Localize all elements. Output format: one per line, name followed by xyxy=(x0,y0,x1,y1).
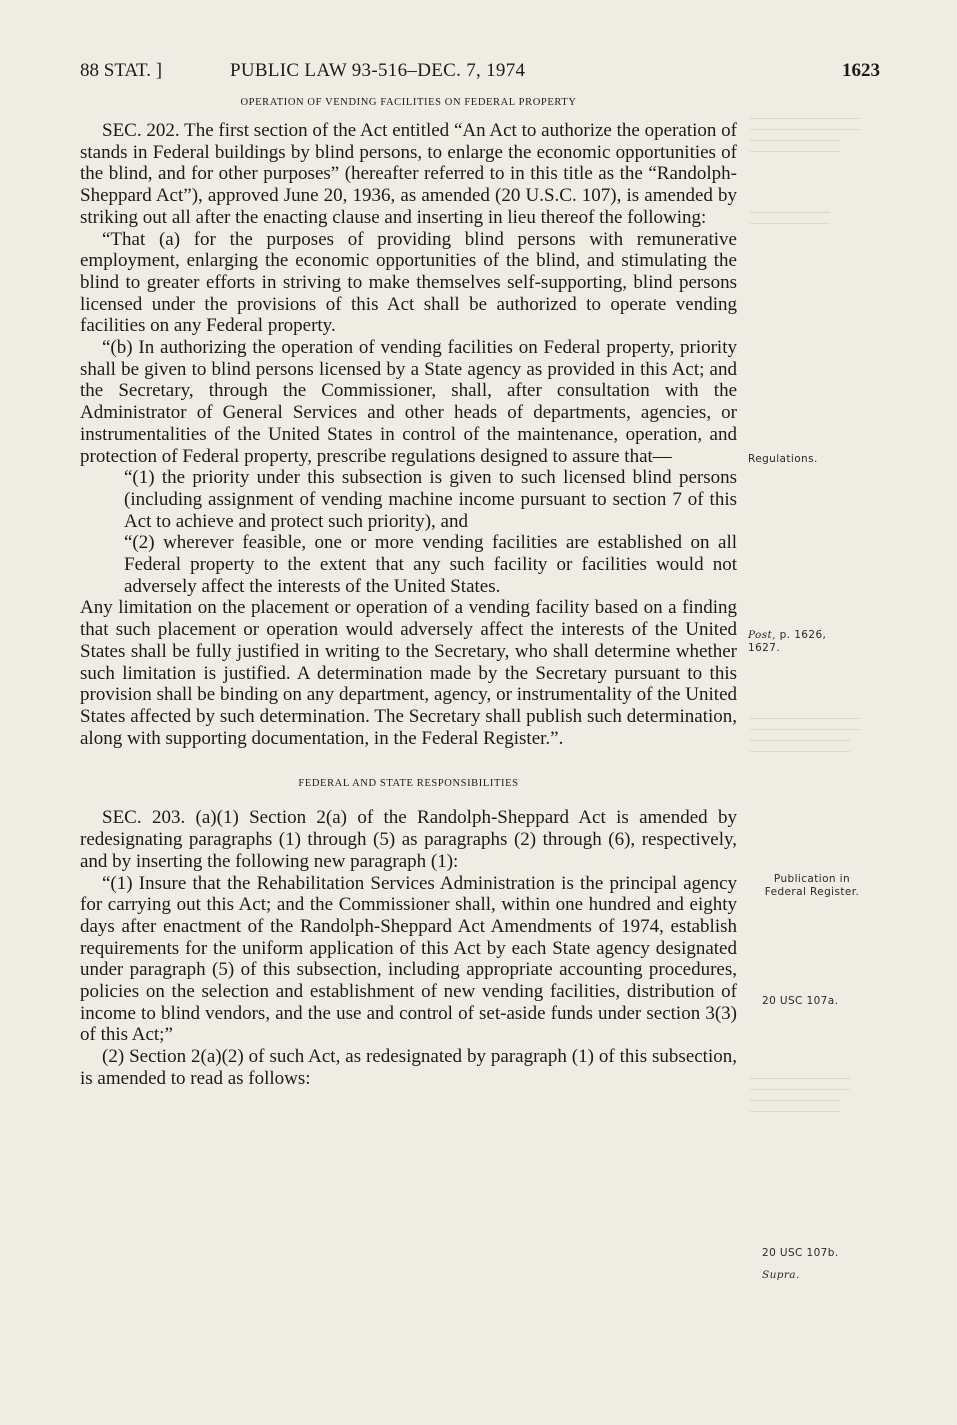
statute-citation: 88 STAT. ] xyxy=(80,60,163,81)
page-header xyxy=(80,60,880,84)
section-203-intro xyxy=(80,807,737,872)
margin-note-supra xyxy=(762,1269,902,1282)
section-202-intro xyxy=(80,120,737,229)
publication-line-2: Federal Register. xyxy=(764,886,860,898)
post-reference-cont: 1627. xyxy=(748,642,781,654)
item-1: “(1) the priority under this subsection is given to such licensed blind persons (including assignment of vending machine income pursuant to section 7 of this Act to achieve and protect such priority), and xyxy=(124,467,737,532)
law-title: PUBLIC LAW 93-516–DEC. 7, 1974 xyxy=(230,60,526,81)
paragraph-b: “(b) In authorizing the operation of vending facilities on Federal property, priority shall be given to blind persons licensed by a State agency as provided in this Act; and the Secretary, through the Commissioner, shall, after consultation with the Administrator of General Services and other heads of departments, agencies, or instrumentalities of the United States in control of the maintenance, operation, and protection of Federal property, prescribe regulations designed to assure that— xyxy=(80,337,737,467)
margin-note-publication xyxy=(748,873,876,899)
sec-label: SEC. xyxy=(102,120,142,141)
section-203-heading: FEDERAL AND STATE RESPONSIBILITIES xyxy=(298,778,519,790)
sec-label: SEC. xyxy=(102,807,142,829)
limitation-paragraph: Any limitation on the placement or operation of a vending facility based on a finding that such placement or operation would adversely affect the interests of the United States shall be fully justified in writing to the Secretary, who shall determine whether such limitation is justified. A determination made by the Secretary pursuant to this provision shall be binding on any department, agency, or instrumentality of the United States affected by such determination. The Secretary shall publish such determination, along with supporting documentation, in the Federal Register.”. xyxy=(80,597,737,749)
margin-note-usc-107a: 20 USC 107a. xyxy=(762,995,839,1007)
main-text xyxy=(80,96,737,1090)
page-number: 1623 xyxy=(842,60,880,81)
margin-note-post xyxy=(748,629,888,655)
paragraph-2: (2) Section 2(a)(2) of such Act, as redesignated by paragraph (1) of this subsection, is amended to read as follows: xyxy=(80,1046,737,1089)
post-reference: p. 1626, xyxy=(775,629,827,641)
bleed-through-mark xyxy=(750,118,860,130)
margin-note-regulations: Regulations. xyxy=(748,453,818,465)
paragraph-a: “That (a) for the purposes of providing blind persons with remunerative employment, enlarging the economic opportunities of the blind, and stimulating the blind to greater efforts in striving to make themselves self-supporting, blind persons licensed under the provisions of this Act shall be authorized to operate vending facilities on any Federal property. xyxy=(80,228,737,337)
bleed-through-mark xyxy=(750,718,860,730)
bleed-through-mark xyxy=(750,1078,850,1090)
bleed-through-mark xyxy=(750,140,840,152)
item-2: “(2) wherever feasible, one or more vending facilities are established on all Federal property to the extent that any such facility or facilities would not adversely affect the interests of the United States. xyxy=(124,532,737,597)
section-203-intro-text: 203. (a)(1) Section 2(a) of the Randolph-Sheppard Act is amended by redesignating paragraphs (1) through (5) as paragraphs (2) through (6), respectively, and by inserting the following new paragraph (1): xyxy=(80,807,737,872)
new-paragraph-1: “(1) Insure that the Rehabilitation Services Administration is the principal agency for carrying out this Act; and the Commissioner shall, within one hundred and eighty days after enactment of the Randolph-Sheppard Act Amendments of 1974, establish requirements for the uniform application of this Act by each State agency designated under paragraph (5) of this subsection, including appropriate accounting procedures, policies on the selection and establishment of new vending facilities, distribution of income to blind vendors, and the use and control of set-aside funds under section 3(3) of this Act;” xyxy=(80,872,737,1046)
bleed-through-mark xyxy=(750,1100,840,1112)
post-label: Post, xyxy=(748,629,776,641)
section-202-heading: OPERATION OF VENDING FACILITIES ON FEDERAL PROPERTY xyxy=(240,97,577,108)
publication-line-1: Publication in xyxy=(773,873,851,885)
section-202-intro-text: 202. The first section of the Act entitled “An Act to authorize the operation of stands in Federal buildings by blind persons, to enlarge the economic opportunities of the blind, and for other purposes” (hereafter referred to in this title as the “Randolph-Sheppard Act”), approved June 20, 1936, as amended (20 U.S.C. 107), is amended by striking out all after the enacting clause and inserting in lieu thereof the following: xyxy=(80,120,737,228)
margin-note-usc-107b: 20 USC 107b. xyxy=(762,1247,839,1259)
bleed-through-mark xyxy=(750,212,830,224)
bleed-through-mark xyxy=(750,740,850,752)
supra-label: Supra. xyxy=(762,1269,800,1281)
